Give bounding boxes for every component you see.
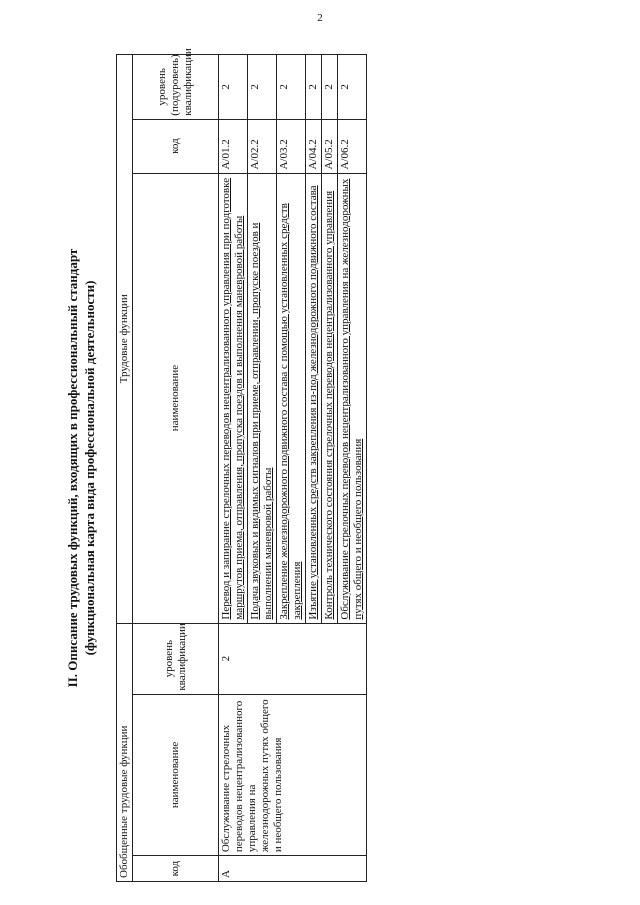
tf-level-cell: 2	[322, 55, 338, 120]
gf-name-cell: Обслуживание стрелочных переводов нецентрализованного управления на железнодорожных путях общего и необщего пользования	[219, 694, 367, 856]
tf-code-cell: A/03.2	[277, 119, 306, 173]
tf-level-cell: 2	[338, 55, 367, 120]
tf-name-cell: Контроль технического состояния стрелочных переводов нецентрализованного управления	[322, 173, 338, 623]
header-tf-name: наименование	[133, 173, 219, 623]
tf-name-cell: Изъятие установленных средств закрепления из-под железнодорожного подвижного состава	[306, 173, 322, 623]
rotated-sheet	[50, 48, 598, 882]
column-header-row	[133, 55, 219, 882]
functional-map-table	[116, 48, 367, 882]
tf-name-cell: Перевод и запирание стрелочных переводов нецентрализованного управления при подготовке маршрутов приема, отправления, пропуска поездов и выполнения маневровой работы	[219, 173, 248, 623]
tf-level-cell: 2	[248, 55, 277, 120]
document-title	[64, 54, 98, 882]
header-tf-level: уровень (подуровень) квалификации	[133, 55, 219, 120]
page-number: 2	[317, 12, 323, 24]
tf-code-cell: A/05.2	[322, 119, 338, 173]
tf-code-cell: A/01.2	[219, 119, 248, 173]
tf-name-cell: Подача звуковых и видимых сигналов при приеме, отправлении, пропуске поездов и выполнении маневровой работы	[248, 173, 277, 623]
group-header-row	[117, 55, 133, 882]
gf-level-cell: 2	[219, 623, 367, 694]
gf-code-cell: А	[219, 856, 367, 882]
tf-code-cell: A/06.2	[338, 119, 367, 173]
title-line-2: (функциональная карта вида профессиональной деятельности)	[82, 280, 97, 656]
tf-name-cell: Закрепление железнодорожного подвижного состава с помощью установленных средств закрепления	[277, 173, 306, 623]
header-tf-code: код	[133, 119, 219, 173]
tf-level-cell: 2	[306, 55, 322, 120]
header-generalized-functions: Обобщенные трудовые функции	[117, 623, 133, 881]
header-gf-name: наименование	[133, 694, 219, 856]
tf-name-cell: Обслуживание стрелочных переводов нецентрализованного управления на железнодорожных путях общего и необщего пользования	[338, 173, 367, 623]
title-line-1: II. Описание трудовых функций, входящих в профессиональный стандарт	[65, 248, 80, 688]
tf-level-cell: 2	[277, 55, 306, 120]
tf-level-cell: 2	[219, 55, 248, 120]
tf-code-cell: A/02.2	[248, 119, 277, 173]
header-gf-code: код	[133, 856, 219, 882]
tf-code-cell: A/04.2	[306, 119, 322, 173]
header-labor-functions: Трудовые функции	[117, 55, 133, 624]
header-gf-level: уровень квалификации	[133, 623, 219, 694]
table-row	[219, 55, 248, 882]
